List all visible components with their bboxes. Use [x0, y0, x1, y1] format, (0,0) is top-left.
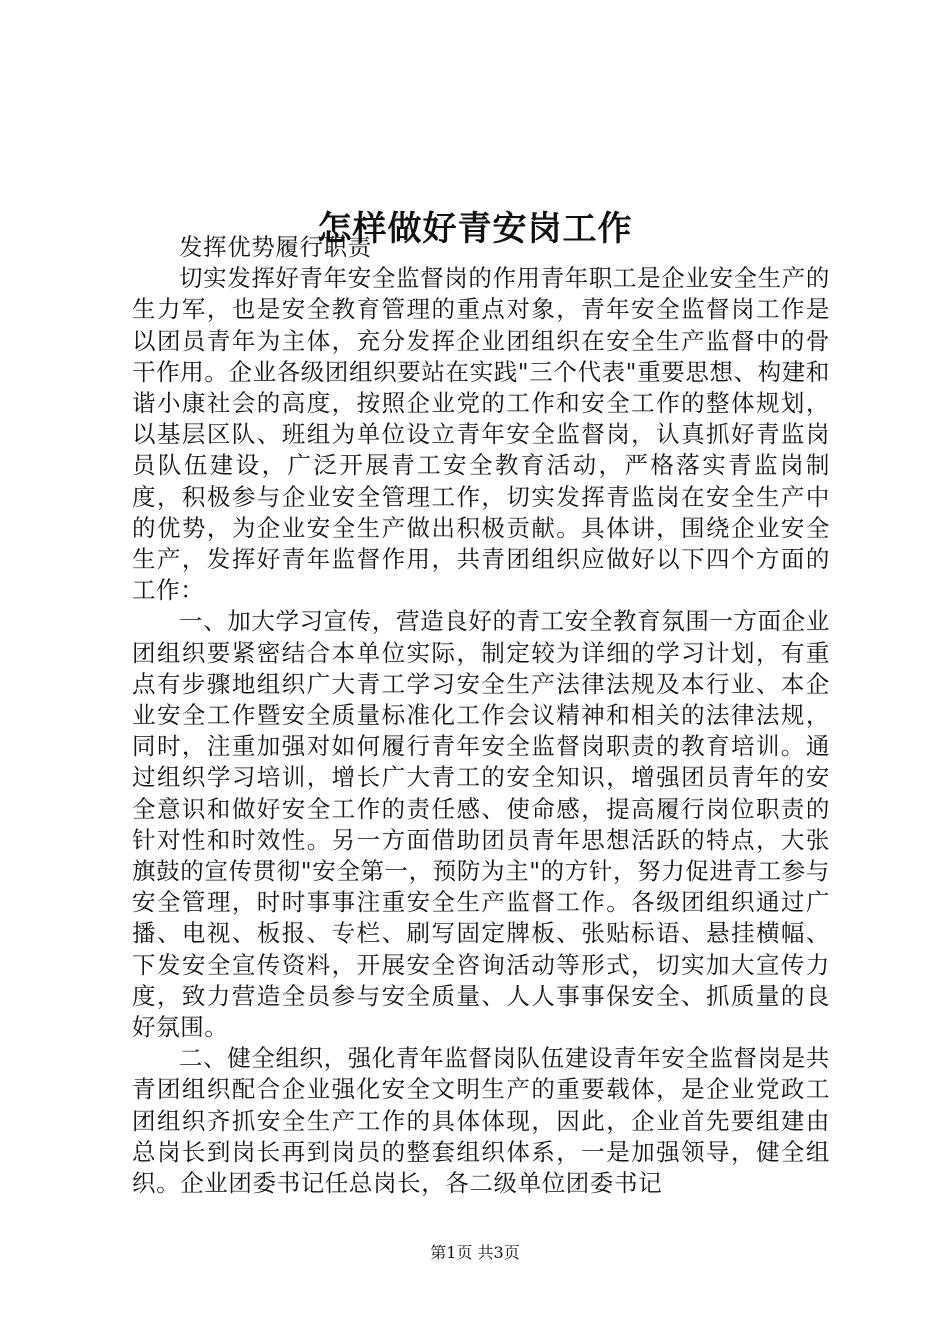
section-heading: 发挥优势履行职责 [179, 233, 372, 261]
body-paragraph: 二、健全组织，强化青年监督岗队伍建设青年安全监督岗是共青团组织配合企业强化安全文明生产的重要载体，是企业党政工团组织齐抓安全生产工作的具体体现，因此，企业首先要组建由总岗长到岗长再到岗员的整套组织体系，一是加强领导，健全组织。企业团委书记任总岗长，各二级单位团委书记 [132, 1044, 830, 1198]
body-paragraph: 切实发挥好青年安全监督岗的作用青年职工是企业安全生产的生力军，也是安全教育管理的重点对象，青年安全监督岗工作是以团员青年为主体，充分发挥企业团组织在安全生产监督中的骨干作用。企业各级团组织要站在实践"三个代表"重要思想、构建和谐小康社会的高度，按照企业党的工作和安全工作的整体规划，以基层区队、班组为单位设立青年安全监督岗，认真抓好青监岗员队伍建设，广泛开展青工安全教育活动，严格落实青监岗制度，积极参与企业安全管理工作，切实发挥青监岗在安全生产中的优势，为企业安全生产做出积极贡献。具体讲，围绕企业安全生产，发挥好青年监督作用，共青团组织应做好以下四个方面的工作： [132, 264, 830, 605]
document-title: 怎样做好青安岗工作 [317, 208, 633, 249]
document-body [132, 232, 830, 1199]
page-number-footer: 第1页 共3页 [430, 1243, 520, 1262]
body-paragraph: 一、加大学习宣传，营造良好的青工安全教育氛围一方面企业团组织要紧密结合本单位实际，制定较为详细的学习计划，有重点有步骤地组织广大青工学习安全生产法律法规及本行业、本企业安全工作暨安全质量标准化工作会议精神和相关的法律法规，同时，注重加强对如何履行青年安全监督岗职责的教育培训。通过组织学习培训，增长广大青工的安全知识，增强团员青年的安全意识和做好安全工作的责任感、使命感，提高履行岗位职责的针对性和时效性。另一方面借助团员青年思想活跃的特点，大张旗鼓的宣传贯彻"安全第一，预防为主"的方针，努力促进青工参与安全管理，时时事事注重安全生产监督工作。各级团组织通过广播、电视、板报、专栏、刷写固定牌板、张贴标语、悬挂横幅、下发安全宣传资料，开展安全咨询活动等形式，切实加大宣传力度，致力营造全员参与安全质量、人人事事保安全、抓质量的良好氛围。 [132, 607, 830, 1042]
